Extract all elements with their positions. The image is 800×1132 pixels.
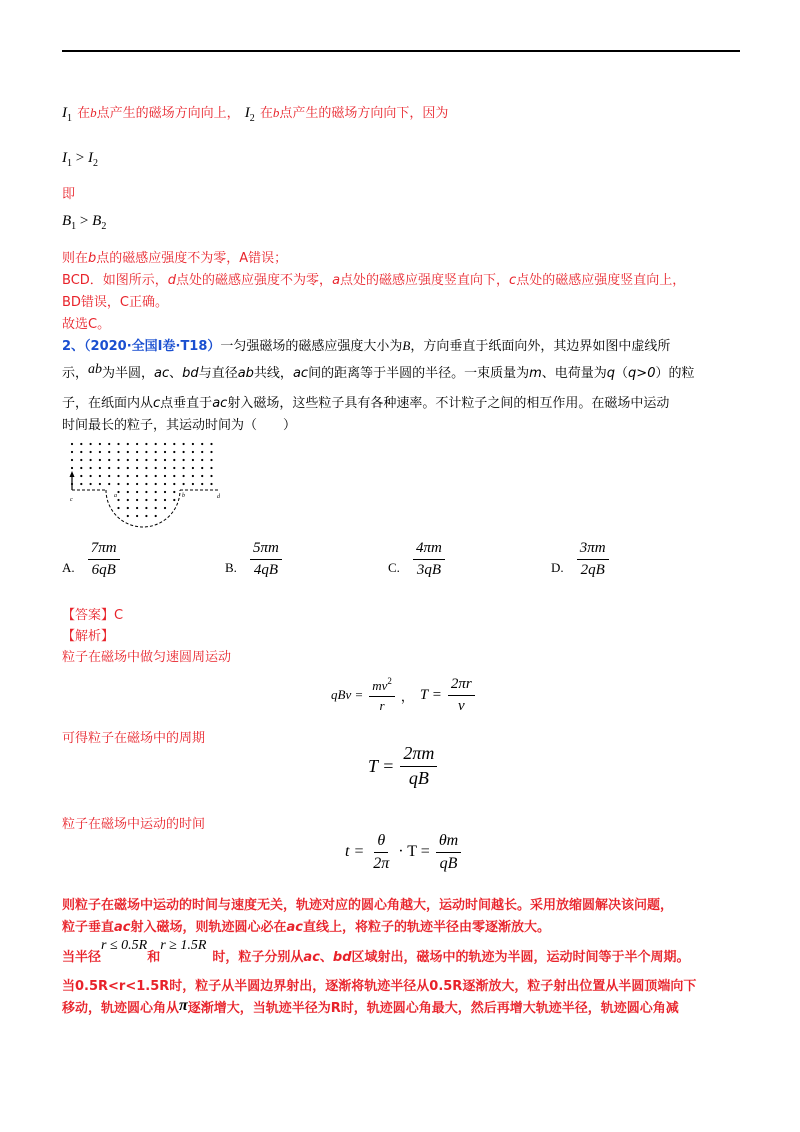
- field-dot: [155, 467, 157, 469]
- field-dot: [192, 443, 194, 445]
- field-dot: [136, 515, 138, 517]
- field-dot: [117, 507, 119, 509]
- field-dot: [183, 483, 185, 485]
- field-dot: [80, 451, 82, 453]
- field-dot: [80, 459, 82, 461]
- field-dot: [210, 467, 212, 469]
- field-dot: [210, 443, 212, 445]
- field-dot: [136, 451, 138, 453]
- var-b: b: [272, 105, 280, 120]
- field-dot: [71, 443, 73, 445]
- field-dot: [145, 467, 147, 469]
- analysis-s7: 当0.5R<r<1.5R时，粒子从半圆边界射出，逐渐将轨迹半径从0.5R逐渐放大，粒子射出位置从半圆顶端向下: [62, 979, 697, 994]
- field-dot: [136, 475, 138, 477]
- field-dot: [164, 459, 166, 461]
- paragraph-currents: [62, 102, 448, 124]
- field-dot: [127, 467, 129, 469]
- field-dot: [117, 443, 119, 445]
- choose-c: 故选C。: [62, 317, 111, 332]
- analysis-s4: 则粒子在磁场中运动的时间与速度无关，轨迹对应的圆心角越大，运动时间越长。采用放缩圆解决该问题，: [62, 898, 674, 913]
- question-source: （2020·全国Ⅰ卷·T18）: [84, 339, 221, 354]
- field-dot: [117, 451, 119, 453]
- field-dot: [145, 475, 147, 477]
- inequality-currents: $I_1 > I_2$: [62, 150, 98, 169]
- field-dot: [127, 459, 129, 461]
- option-a[interactable]: [62, 540, 120, 578]
- var-b: b: [90, 105, 97, 120]
- field-dot: [99, 459, 101, 461]
- text-segment: 点产生的磁场方向向上，: [96, 106, 240, 121]
- field-dot: [99, 483, 101, 485]
- field-dot: [136, 459, 138, 461]
- field-dot: [136, 443, 138, 445]
- field-dot: [145, 507, 147, 509]
- field-dot: [136, 467, 138, 469]
- field-dot: [136, 491, 138, 493]
- field-dot: [210, 459, 212, 461]
- field-dot: [164, 475, 166, 477]
- field-dot: [155, 475, 157, 477]
- field-dot: [164, 467, 166, 469]
- field-dot: [192, 459, 194, 461]
- field-dot: [90, 483, 92, 485]
- analysis-s1: 粒子在磁场中做匀速圆周运动: [62, 650, 232, 665]
- field-dot: [201, 451, 203, 453]
- field-dot: [90, 443, 92, 445]
- text-segment: 在: [259, 106, 273, 121]
- header-rule: [62, 50, 740, 52]
- field-dot: [173, 459, 175, 461]
- field-dot: [145, 499, 147, 501]
- analysis-label: 【解析】: [62, 629, 115, 644]
- field-dot: [164, 443, 166, 445]
- field-dot: [155, 507, 157, 509]
- field-dot: [201, 483, 203, 485]
- field-dot: [183, 475, 185, 477]
- text-segment: 点产生的磁场方向向下，因为: [279, 106, 449, 121]
- field-dot: [90, 451, 92, 453]
- field-dot: [192, 483, 194, 485]
- conclusion-a: 则在b点的磁感应强度不为零，A错误；: [62, 251, 288, 266]
- field-dot: [145, 459, 147, 461]
- field-dot: [164, 499, 166, 501]
- inequality-fields: $B_1 > B_2$: [62, 213, 107, 232]
- field-dot: [173, 451, 175, 453]
- field-dot: [192, 475, 194, 477]
- field-dot: [90, 475, 92, 477]
- field-dot: [127, 507, 129, 509]
- field-dot: [145, 515, 147, 517]
- field-dot: [201, 475, 203, 477]
- field-dot: [71, 467, 73, 469]
- field-dot: [117, 467, 119, 469]
- field-dot: [117, 491, 119, 493]
- field-dot: [201, 459, 203, 461]
- field-dot: [173, 475, 175, 477]
- field-dot: [192, 467, 194, 469]
- field-dot: [155, 451, 157, 453]
- field-dot: [192, 451, 194, 453]
- field-dot: [183, 443, 185, 445]
- field-dot: [183, 459, 185, 461]
- field-dot: [90, 459, 92, 461]
- ji-text: 即: [62, 187, 76, 202]
- field-dot: [99, 443, 101, 445]
- field-dot: [127, 499, 129, 501]
- option-fraction: $\frac{3\pi m}{2qB}$: [577, 540, 609, 578]
- field-dot: [164, 491, 166, 493]
- field-dot: [136, 507, 138, 509]
- field-dot: [173, 499, 175, 501]
- option-fraction: $\frac{5\pi m}{4qB}$: [250, 540, 282, 578]
- field-dot: [99, 451, 101, 453]
- i1-symbol: $I_1$: [62, 105, 72, 124]
- field-dot: [136, 499, 138, 501]
- field-dot: [155, 515, 157, 517]
- question-line-1: 2、（2020·全国Ⅰ卷·T18）一匀强磁场的磁感应强度大小为B，方向垂直于纸面向外，其边界如图中虚线所: [62, 338, 671, 354]
- field-dot: [80, 483, 82, 485]
- answer-line: 【答案】C: [62, 608, 124, 623]
- field-dot: [108, 483, 110, 485]
- label-d: d: [217, 494, 220, 500]
- field-dot: [71, 459, 73, 461]
- field-dot: [108, 443, 110, 445]
- field-dot: [90, 467, 92, 469]
- label-b: b: [182, 493, 185, 499]
- field-dot: [80, 467, 82, 469]
- analysis-s5: 粒子垂直ac射入磁场，则轨迹圆心必在ac直线上，将粒子的轨迹半径由零逐渐放大。: [62, 920, 551, 935]
- question-line-2: 示，ab为半圆，ac、bd与直径ab共线，ac间的距离等于半圆的半径。一束质量为m、电荷量为q（q>0）的粒: [62, 362, 695, 381]
- field-dot: [117, 499, 119, 501]
- field-dot: [155, 483, 157, 485]
- velocity-arrowhead: [70, 471, 75, 477]
- analysis-s3: 粒子在磁场中运动的时间: [62, 817, 206, 832]
- field-dot: [127, 483, 129, 485]
- option-letter: A.: [62, 560, 75, 575]
- field-dots: [71, 443, 213, 517]
- field-dot: [210, 475, 212, 477]
- field-dot: [145, 443, 147, 445]
- field-dot: [117, 459, 119, 461]
- option-fraction: $\frac{7\pi m}{6qB}$: [88, 540, 120, 578]
- field-dot: [155, 491, 157, 493]
- field-dot: [108, 451, 110, 453]
- formula-motion: qBv = $\frac{mv^2}{r}$ ， T = $\frac{2\pi r}{v}$: [331, 676, 475, 714]
- field-dot: [117, 475, 119, 477]
- field-dot: [117, 483, 119, 485]
- field-dot: [210, 483, 212, 485]
- conclusion-bd: BD错误，C正确。: [62, 295, 169, 310]
- option-b[interactable]: [225, 540, 282, 578]
- field-dot: [136, 483, 138, 485]
- field-dot: [155, 443, 157, 445]
- i2-symbol: $I_2$: [244, 105, 255, 124]
- option-letter: B.: [225, 560, 237, 575]
- field-dot: [127, 475, 129, 477]
- label-a: a: [114, 493, 117, 499]
- conclusion-bcd: BCD．如图所示，d点处的磁感应强度不为零，a点处的磁感应强度竖直向下，c点处的磁感应强度竖直向上，: [62, 273, 686, 288]
- field-dot: [145, 491, 147, 493]
- question-number: 2、: [62, 339, 85, 354]
- field-dot: [173, 467, 175, 469]
- field-dot: [201, 467, 203, 469]
- field-dot: [173, 491, 175, 493]
- analysis-s2: 可得粒子在磁场中的周期: [62, 731, 206, 746]
- field-dot: [80, 443, 82, 445]
- option-c[interactable]: [388, 540, 445, 578]
- field-dot: [108, 459, 110, 461]
- option-d[interactable]: [551, 540, 609, 578]
- question-line-3: 子，在纸面内从c点垂直于ac射入磁场，这些粒子具有各种速率。不计粒子之间的相互作用。在磁场中运动: [62, 396, 670, 411]
- field-dot: [164, 507, 166, 509]
- field-dot: [183, 451, 185, 453]
- field-dot: [99, 475, 101, 477]
- field-dot: [80, 475, 82, 477]
- semicircle-boundary: [106, 490, 180, 527]
- option-letter: D.: [551, 560, 564, 575]
- field-dot: [164, 483, 166, 485]
- field-dot: [99, 467, 101, 469]
- analysis-s6: 当半径r ≤ 0.5R和r ≥ 1.5R时，粒子分别从ac、bd区域射出，磁场中的轨迹为半圆，运动时间等于半个周期。: [62, 938, 690, 965]
- option-fraction: $\frac{4\pi m}{3qB}$: [413, 540, 445, 578]
- field-dot: [210, 451, 212, 453]
- label-c: c: [70, 497, 73, 503]
- analysis-s8: 移动，轨迹圆心角从π逐渐增大，当轨迹半径为R时，轨迹圆心角最大，然后再增大轨迹半径，轨迹圆心角减: [62, 997, 679, 1016]
- field-dot: [108, 475, 110, 477]
- text-segment: 在: [77, 106, 91, 121]
- field-dot: [183, 467, 185, 469]
- field-dot: [127, 491, 129, 493]
- field-dot: [108, 467, 110, 469]
- field-dot: [164, 451, 166, 453]
- question-line-4: 时间最长的粒子，其运动时间为（ ）: [62, 418, 297, 433]
- magnetic-field-figure: [62, 438, 232, 530]
- field-dot: [155, 459, 157, 461]
- formula-time: t = $\frac{\theta}{2\pi}$ · T = $\frac{\theta m}{qB}$: [345, 832, 461, 872]
- field-dot: [145, 483, 147, 485]
- formula-period: T = $\frac{2\pi m}{qB}$: [368, 744, 437, 789]
- field-dot: [173, 443, 175, 445]
- field-dot: [127, 515, 129, 517]
- field-dot: [201, 443, 203, 445]
- field-dot: [145, 451, 147, 453]
- option-letter: C.: [388, 560, 400, 575]
- field-dot: [127, 451, 129, 453]
- field-dot: [127, 443, 129, 445]
- field-dot: [71, 451, 73, 453]
- field-dot: [173, 483, 175, 485]
- field-dot: [155, 499, 157, 501]
